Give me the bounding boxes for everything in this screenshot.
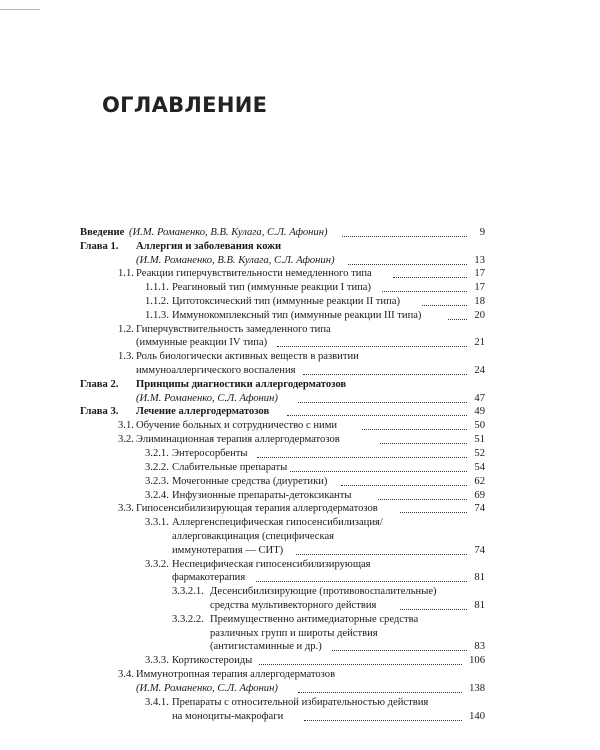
toc-leader-dots [393, 267, 467, 278]
toc-leader-dots [303, 364, 467, 375]
toc-leader-dots [259, 654, 462, 665]
toc-page-number: 74 [474, 545, 485, 556]
toc-entry-title: средства мультивекторного действия [210, 600, 377, 611]
toc-leader-dots [298, 392, 467, 403]
toc-leader-dots [448, 309, 467, 320]
toc-entry-title: Инфузионные препараты-детоксиканты [172, 490, 352, 501]
toc-entry-prefix: 3.2.2. [145, 462, 169, 473]
toc-page-number: 52 [474, 448, 485, 459]
toc-page-number: 49 [474, 406, 485, 417]
toc-page-number: 17 [474, 282, 485, 293]
toc-page-number: 20 [474, 310, 485, 321]
toc-page-number: 24 [474, 365, 485, 376]
toc-entry-title: Элиминационная терапия аллергодерматозов [136, 434, 340, 445]
toc-entry-title: аллерговакцинация (специфическая [172, 531, 335, 542]
toc-page-number: 21 [474, 337, 485, 348]
toc-entry-title: Энтеросорбенты [172, 448, 248, 459]
toc-leader-dots [382, 281, 467, 292]
toc-entry-prefix: 3.3.3. [145, 655, 169, 666]
toc-entry-title: Аллергия и заболевания кожи [136, 241, 282, 252]
toc-page-number: 50 [474, 420, 485, 431]
toc-entry-title: (иммунные реакции IV типа) [136, 337, 268, 348]
page-title: ОГЛАВЛЕНИЕ [102, 93, 268, 117]
toc-page-number: 81 [474, 572, 485, 583]
toc-entry-prefix: 3.3.1. [145, 517, 169, 528]
toc-entry-prefix: 3.4.1. [145, 697, 169, 708]
toc-entry-title: Аллергенспецифическая гипосенсибилизация/ [172, 517, 383, 528]
toc-entry-title: Мочегонные средства (диуретики) [172, 476, 328, 487]
toc-entry-title: (антигистаминные и др.) [210, 641, 322, 652]
toc-leader-dots [256, 571, 467, 582]
toc-leader-dots [296, 544, 467, 555]
toc-entry-prefix: 3.3. [118, 503, 134, 514]
toc-leader-dots [400, 502, 467, 513]
toc-page-number: 138 [469, 683, 485, 694]
toc-page-number: 13 [474, 255, 485, 266]
toc-leader-dots [378, 489, 467, 500]
toc-entry-prefix: Глава 1. [80, 241, 119, 252]
toc-entry-title: иммуноаллергического воспаления [136, 365, 296, 376]
toc-leader-dots [380, 433, 467, 444]
toc-page-number: 54 [474, 462, 485, 473]
toc-entry-title: Иммунокомплексный тип (иммунные реакции III типа) [172, 310, 422, 321]
toc-entry-title: Препараты с относительной избирательностью действия [172, 697, 429, 708]
toc-page-number: 74 [474, 503, 485, 514]
toc-entry-prefix: 3.3.2. [145, 559, 169, 570]
toc-entry-title: различных групп и широты действия [210, 628, 378, 639]
toc-entry-title: Роль биологически активных веществ в развитии [136, 351, 359, 362]
toc-entry-title: Иммунотропная терапия аллергодерматозов [136, 669, 336, 680]
toc-leader-dots [304, 710, 462, 721]
toc-leader-dots [277, 336, 467, 347]
toc-page-number: 69 [474, 490, 485, 501]
toc-entry-prefix: 1.1.2. [145, 296, 169, 307]
toc-leader-dots [400, 599, 467, 610]
toc-entry-title: Цитотоксический тип (иммунные реакции II типа) [172, 296, 400, 307]
toc-entry-prefix: 1.2. [118, 324, 134, 335]
toc-entry-prefix: 1.3. [118, 351, 134, 362]
toc-leader-dots [287, 405, 467, 416]
toc-page-number: 9 [479, 227, 485, 238]
toc-entry-prefix: Глава 2. [80, 379, 119, 390]
toc-entry-prefix: 3.1. [118, 420, 134, 431]
toc-entry-title: Десенсибилизирующие (противовоспалительные) [210, 586, 437, 597]
toc-page-number: 17 [474, 268, 485, 279]
toc-leader-dots [348, 254, 467, 265]
toc-entry-title: Гипосенсибилизирующая терапия аллергодерматозов [136, 503, 378, 514]
toc-entry-title: Реакции гиперчувствительности немедленного типа [136, 268, 372, 279]
toc-page-number: 47 [474, 393, 485, 404]
toc-entry-prefix: Введение [80, 227, 125, 238]
toc-entry-prefix: 3.3.2.2. [172, 614, 204, 625]
toc-entry-title: Обучение больных и сотрудничество с ними [136, 420, 338, 431]
toc-leader-dots [332, 640, 467, 651]
toc-entry-title: иммунотерапия — СИТ) [172, 545, 284, 556]
toc-entry-title: на моноциты-макрофаги [172, 711, 284, 722]
toc-leader-dots [290, 461, 467, 472]
toc-leader-dots [298, 682, 462, 693]
toc-leader-dots [257, 447, 467, 458]
toc-entry-authors: (И.М. Романенко, С.Л. Афонин) [136, 393, 278, 404]
toc-page-number: 81 [474, 600, 485, 611]
toc-entry-title: Реагиновый тип (иммунные реакции I типа) [172, 282, 372, 293]
toc-entry-title: Слабительные препараты [172, 462, 288, 473]
toc-page-number: 62 [474, 476, 485, 487]
toc-entry-prefix: 3.2.4. [145, 490, 169, 501]
toc-entry-title: Неспецифическая гипосенсибилизирующая [172, 559, 371, 570]
toc-entry-title: Гиперчувствительность замедленного типа [136, 324, 331, 335]
toc-entry-prefix: 3.2.1. [145, 448, 169, 459]
toc-entry-prefix: 3.4. [118, 669, 134, 680]
toc-entry-prefix: 1.1.3. [145, 310, 169, 321]
toc-page-number: 140 [469, 711, 485, 722]
toc-page-number: 106 [469, 655, 485, 666]
toc-entry-title: Принципы диагностики аллергодерматозов [136, 379, 347, 390]
toc-leader-dots [422, 295, 467, 306]
toc-entry-title: фармакотерапия [172, 572, 246, 583]
toc-page-number: 83 [474, 641, 485, 652]
toc-entry-title: Кортикостероиды [172, 655, 253, 666]
toc-entry-authors: (И.М. Романенко, С.Л. Афонин) [136, 683, 278, 694]
toc-leader-dots [341, 475, 467, 486]
toc-leader-dots [362, 419, 467, 430]
toc-entry-prefix: 1.1.1. [145, 282, 169, 293]
toc-leader-dots [342, 226, 467, 237]
toc-entry-prefix: 1.1. [118, 268, 134, 279]
toc-entry-prefix: 3.3.2.1. [172, 586, 204, 597]
toc-entry-authors: (И.М. Романенко, В.В. Кулага, С.Л. Афонин) [129, 227, 328, 238]
toc-page-number: 51 [474, 434, 485, 445]
toc-entry-authors: (И.М. Романенко, В.В. Кулага, С.Л. Афонин) [136, 255, 335, 266]
toc-entry-prefix: 3.2. [118, 434, 134, 445]
toc-entry-prefix: Глава 3. [80, 406, 119, 417]
toc-entry-title: Лечение аллергодерматозов [136, 406, 270, 417]
toc-entry-prefix: 3.2.3. [145, 476, 169, 487]
toc-page-number: 18 [474, 296, 485, 307]
toc-entry-title: Преимущественно антимедиаторные средства [210, 614, 419, 625]
